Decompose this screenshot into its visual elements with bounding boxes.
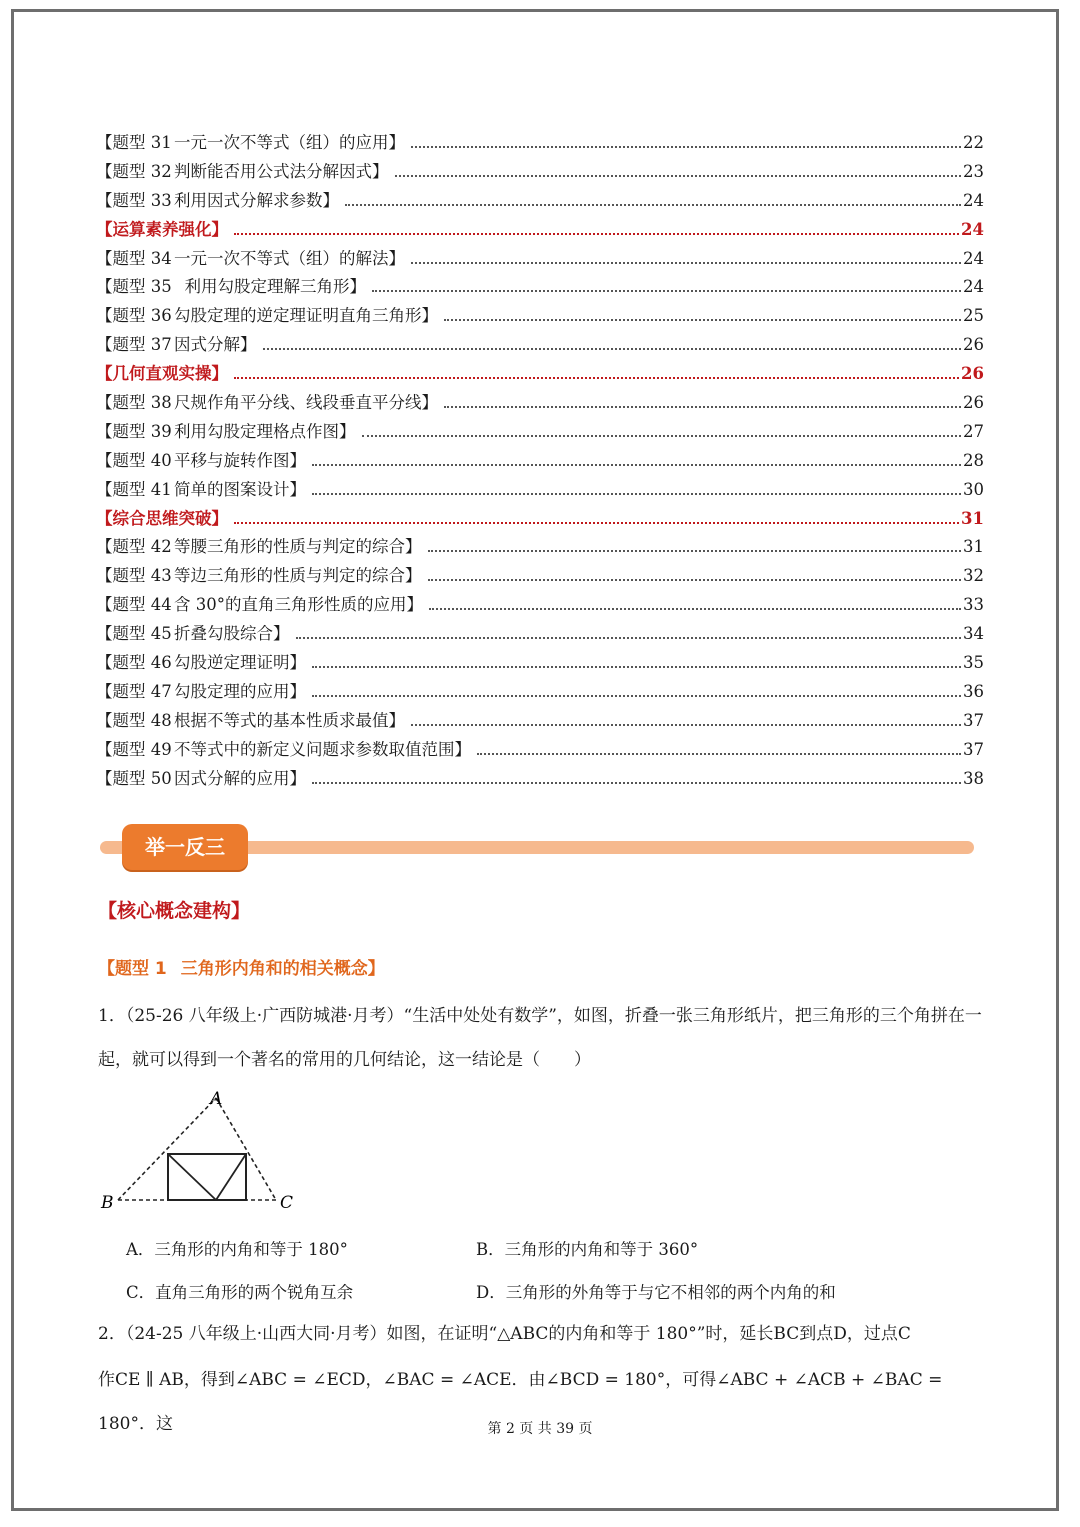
- triangle-figure: [98, 1086, 308, 1216]
- option-b: B．三角形的内角和等于 360°: [476, 1240, 699, 1259]
- toc-row: [96, 736, 984, 765]
- toc-leader: [234, 376, 959, 379]
- toc-title-text: 勾股定理的应用】: [174, 681, 306, 701]
- folded-rectangle: [168, 1154, 246, 1200]
- toc-title: [96, 707, 405, 731]
- toc-row: [96, 533, 984, 562]
- toc-title-text: 不等式中的新定义问题求参数取值范围】: [174, 739, 471, 759]
- toc-page-number: 26: [963, 393, 984, 413]
- toc-number: 【题型 42: [96, 537, 172, 557]
- toc-page-number: 30: [963, 479, 984, 499]
- question-1-text: 1．（25-26 八年级上·广西防城港·月考）“生活中处处有数学”，如图，折叠一张三角形纸片，把三角形的三个角拼在一起，就可以得到一个著名的常用的几何结论，这一结论是（ ）: [98, 1006, 982, 1070]
- toc-leader: [477, 752, 961, 755]
- toc-title-text: 一元一次不等式（组）的应用】: [174, 133, 405, 152]
- toc-number: 【题型 32: [96, 161, 172, 181]
- toc-page-number: 23: [963, 161, 984, 181]
- toc-leader: [362, 434, 962, 437]
- banner-badge: 举一反三: [122, 824, 248, 870]
- toc-number: 【题型 31: [96, 133, 172, 152]
- section-banner: [100, 824, 976, 872]
- toc-page-number: 33: [963, 595, 984, 615]
- toc-page-number: 24: [963, 248, 984, 268]
- toc-page-number: 25: [963, 306, 984, 326]
- toc-page-number: 31: [963, 537, 984, 557]
- toc-number: 【题型 45: [96, 624, 172, 644]
- fold-line-2: [216, 1154, 246, 1200]
- label-c: C: [280, 1193, 294, 1213]
- toc-page-number: 28: [963, 450, 984, 470]
- toc-row: [96, 447, 984, 476]
- toc-row: [96, 620, 984, 649]
- toc-leader: [428, 578, 962, 581]
- toc-page-number: 27: [963, 421, 984, 441]
- toc-title-text: 利用勾股定理解三角形】: [174, 277, 366, 297]
- toc-leader: [411, 145, 961, 148]
- option-a: A．三角形的内角和等于 180°: [126, 1240, 348, 1259]
- toc-title-text: 利用勾股定理格点作图】: [174, 421, 356, 441]
- toc-number: 【题型 46: [96, 653, 172, 673]
- toc-leader: [411, 723, 961, 726]
- toc-number: 【题型 48: [96, 710, 172, 730]
- toc-page-number: 37: [963, 710, 984, 730]
- toc-title: [96, 129, 405, 153]
- toc-leader: [444, 318, 961, 321]
- toc-page-number: 26: [963, 335, 984, 355]
- toc-page-number: 32: [963, 566, 984, 586]
- question-2-line-2: 作CE ∥ AB，得到∠ABC = ∠ECD，∠BAC = ∠ACE．由∠BCD = 180°，可得∠ABC + ∠ACB + ∠BAC = 180°．这: [98, 1370, 943, 1434]
- toc-title: [96, 678, 306, 702]
- toc-row: [96, 245, 984, 274]
- toc-title-text: 利用因式分解求参数】: [174, 190, 339, 210]
- option-c: C．直角三角形的两个锐角互余: [126, 1283, 354, 1302]
- toc-title: [96, 591, 423, 615]
- toc-page-number: 36: [963, 681, 984, 701]
- toc-leader: [345, 203, 961, 206]
- toc-number: 【题型 37: [96, 335, 172, 355]
- toc-page-number: 34: [963, 624, 984, 644]
- toc-title-text: 一元一次不等式（组）的解法】: [174, 248, 405, 268]
- toc-row: [96, 649, 984, 678]
- toc-leader: [312, 665, 961, 668]
- toc-page-number: 24: [963, 277, 984, 297]
- toc-number: 【题型 35: [96, 277, 172, 297]
- toc-row: [96, 158, 984, 187]
- toc-title-text: 判断能否用公式法分解因式】: [174, 161, 389, 181]
- toc-title-text: 勾股逆定理证明】: [174, 653, 306, 673]
- toc-row: [96, 476, 984, 505]
- toc-page-number: 24: [961, 219, 984, 239]
- toc-leader: [234, 521, 959, 524]
- toc-row: [96, 418, 984, 447]
- toc-row: [96, 562, 984, 591]
- toc-leader: [234, 232, 959, 235]
- toc-number: 【题型 33: [96, 190, 172, 210]
- toc-row: [96, 331, 984, 360]
- toc-leader: [428, 549, 962, 552]
- toc-leader: [312, 694, 961, 697]
- toc-title: [96, 273, 366, 297]
- toc-section-row: [96, 216, 984, 245]
- toc-title-text: 折叠勾股综合】: [174, 624, 290, 644]
- toc-leader: [429, 607, 961, 610]
- toc-number: 【题型 49: [96, 739, 172, 759]
- toc-row: [96, 129, 984, 158]
- heading-core-concepts: 【核心概念建构】: [98, 900, 251, 922]
- toc-leader: [444, 405, 961, 408]
- toc-page-number: 26: [961, 364, 984, 384]
- toc-number: 【题型 36: [96, 306, 172, 326]
- toc-title-text: 【几何直观实操】: [96, 364, 228, 384]
- toc-title: [96, 302, 438, 326]
- toc-row: [96, 302, 984, 331]
- option-d: D．三角形的外角等于与它不相邻的两个内角的和: [476, 1283, 836, 1302]
- toc-title: [96, 533, 422, 557]
- toc-title: [96, 649, 306, 673]
- toc-number: 【题型 34: [96, 248, 172, 268]
- toc-row: [96, 591, 984, 620]
- toc-leader: [312, 463, 961, 466]
- toc-page-number: 22: [963, 133, 984, 152]
- fold-line-1: [168, 1154, 216, 1200]
- toc-title-text: 含 30°的直角三角形性质的应用】: [174, 595, 423, 615]
- toc-title-text: 【运算素养强化】: [96, 219, 228, 239]
- toc-section-row: [96, 505, 984, 534]
- table-of-contents: [96, 129, 984, 793]
- toc-title-text: 勾股定理的逆定理证明直角三角形】: [174, 306, 438, 326]
- toc-leader: [312, 781, 961, 784]
- toc-title: [96, 505, 228, 529]
- toc-title-text: 平移与旋转作图】: [174, 450, 306, 470]
- toc-leader: [411, 261, 961, 264]
- toc-title: [96, 447, 306, 471]
- toc-title: [96, 158, 389, 182]
- toc-title-text: 等边三角形的性质与判定的综合】: [174, 566, 422, 586]
- toc-leader: [395, 174, 962, 177]
- toc-leader: [296, 636, 962, 639]
- toc-title: [96, 360, 228, 384]
- toc-row: [96, 765, 984, 794]
- toc-leader: [372, 289, 961, 292]
- toc-title-text: 【综合思维突破】: [96, 508, 228, 528]
- toc-title: [96, 476, 306, 500]
- toc-row: [96, 678, 984, 707]
- page-footer: 第 2 页 共 39 页: [487, 1421, 593, 1437]
- toc-leader: [263, 347, 962, 350]
- toc-title: [96, 245, 405, 269]
- toc-title: [96, 562, 422, 586]
- toc-number: 【题型 38: [96, 393, 172, 413]
- toc-number: 【题型 39: [96, 421, 172, 441]
- type-heading: [98, 954, 385, 979]
- toc-title-text: 等腰三角形的性质与判定的综合】: [174, 537, 422, 557]
- toc-title-text: 简单的图案设计】: [174, 479, 306, 499]
- toc-number: 【题型 40: [96, 450, 172, 470]
- toc-title: [96, 216, 228, 240]
- toc-number: 【题型 50: [96, 768, 172, 788]
- toc-title: [96, 620, 290, 644]
- toc-page-number: 31: [961, 508, 984, 528]
- toc-number: 【题型 43: [96, 566, 172, 586]
- toc-row: [96, 389, 984, 418]
- toc-title-text: 因式分解的应用】: [174, 768, 306, 788]
- toc-number: 【题型 47: [96, 681, 172, 701]
- toc-number: 【题型 44: [96, 595, 172, 615]
- label-a: A: [210, 1089, 223, 1109]
- toc-title: [96, 765, 306, 789]
- toc-row: [96, 187, 984, 216]
- toc-row: [96, 273, 984, 302]
- toc-row: [96, 707, 984, 736]
- toc-leader: [312, 492, 961, 495]
- toc-title: [96, 331, 257, 355]
- toc-title: [96, 736, 471, 760]
- question-2-line-1: 2．（24-25 八年级上·山西大同·月考）如图，在证明“△ABC的内角和等于 180°”时，延长BC到点D，过点C: [98, 1324, 911, 1344]
- toc-page-number: 37: [963, 739, 984, 759]
- toc-title-text: 根据不等式的基本性质求最值】: [174, 710, 405, 730]
- type-heading-title: 三角形内角和的相关概念】: [180, 959, 385, 979]
- label-b: B: [101, 1193, 114, 1213]
- toc-section-row: [96, 360, 984, 389]
- toc-title: [96, 187, 339, 211]
- toc-title-text: 尺规作角平分线、线段垂直平分线】: [174, 393, 438, 413]
- toc-page-number: 38: [963, 768, 984, 788]
- toc-number: 【题型 41: [96, 479, 172, 499]
- toc-page-number: 24: [963, 190, 984, 210]
- toc-title: [96, 418, 356, 442]
- toc-title-text: 因式分解】: [174, 335, 257, 355]
- type-heading-num: 【题型 1: [98, 959, 167, 979]
- toc-title: [96, 389, 438, 413]
- toc-page-number: 35: [963, 653, 984, 673]
